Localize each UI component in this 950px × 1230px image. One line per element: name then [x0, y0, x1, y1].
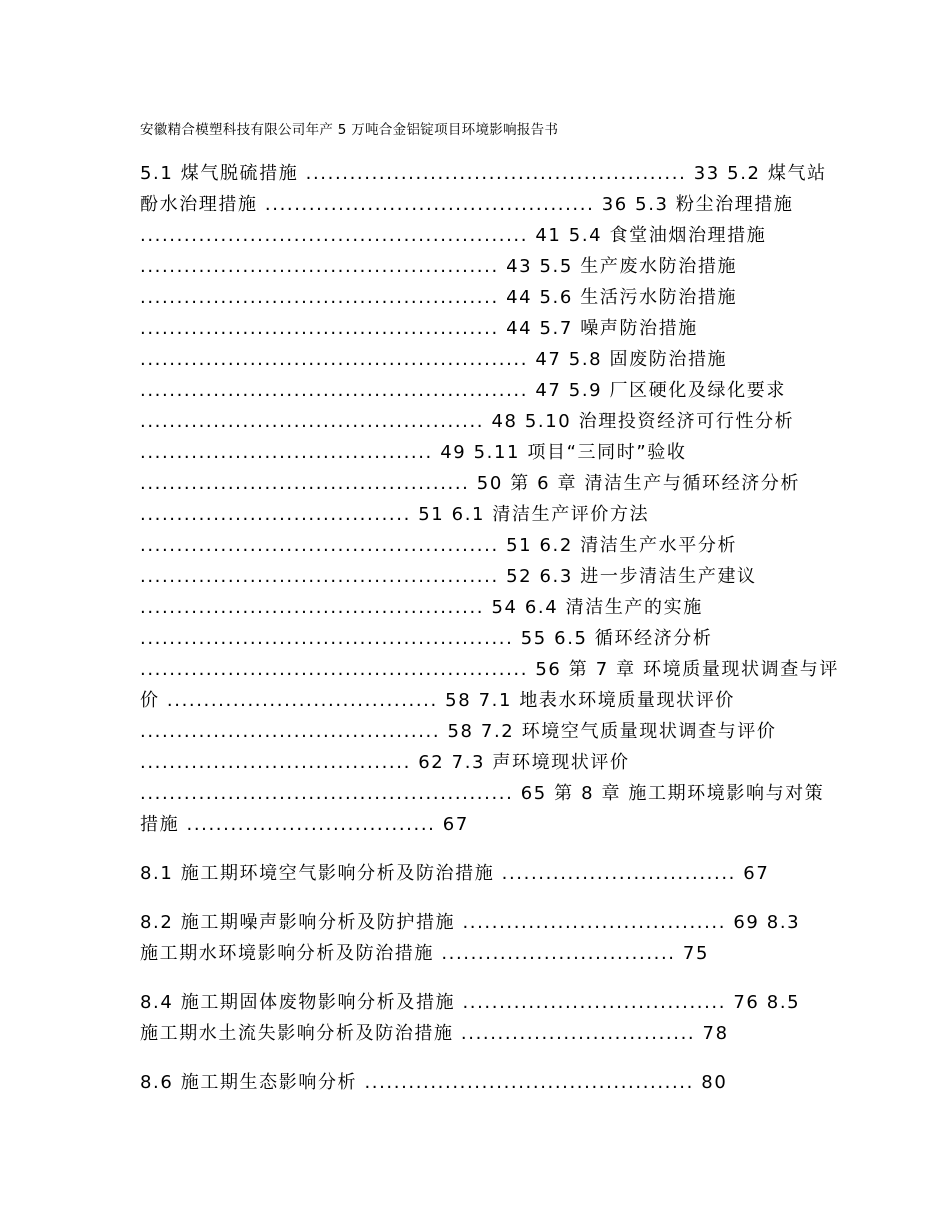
toc-line: ..................................................... 47 5.8 固废防治措施: [140, 349, 728, 370]
toc-line: ................................................. 44 5.6 生活污水防治措施: [140, 287, 738, 308]
toc-line: ..................................................... 41 5.4 食堂油烟治理措施: [140, 225, 767, 246]
toc-line: ..................................... 51 6.1 清洁生产评价方法: [140, 504, 650, 525]
toc-line: ..................................................... 47 5.9 厂区硬化及绿化要求: [140, 380, 786, 401]
toc-line: 8.4 施工期固体废物影响分析及措施 .................................... 76 8.5: [140, 992, 801, 1013]
toc-line: ................................................. 43 5.5 生产废水防治措施: [140, 256, 738, 277]
toc-line: ..................................................... 56 第 7 章 环境质量现状调查与评: [140, 659, 840, 680]
toc-line: ................................................. 51 6.2 清洁生产水平分析: [140, 535, 738, 556]
toc-line: 施工期水环境影响分析及防治措施 ................................ 75: [140, 943, 710, 964]
toc-line: 施工期水土流失影响分析及防治措施 ................................ 78: [140, 1023, 729, 1044]
toc-line: ................................................. 44 5.7 噪声防治措施: [140, 318, 698, 339]
toc-line: 8.6 施工期生态影响分析 ............................................. 80: [140, 1072, 728, 1093]
document-header: 安徽精合模塑科技有限公司年产 5 万吨合金铝锭项目环境影响报告书: [140, 122, 559, 138]
toc-line: ............................................... 48 5.10 治理投资经济可行性分析: [140, 411, 795, 432]
toc-line: ................................................. 52 6.3 进一步清洁生产建议: [140, 566, 757, 587]
toc-line: ......................................... 58 7.2 环境空气质量现状调查与评价: [140, 721, 777, 742]
toc-line: ........................................ 49 5.11 项目“三同时”验收: [140, 442, 687, 463]
toc-line: 5.1 煤气脱硫措施 .................................................... 33 5.2 煤气站: [140, 163, 827, 184]
toc-line: 8.1 施工期环境空气影响分析及防治措施 ................................ 67: [140, 863, 770, 884]
toc-line: 措施 .................................. 67: [140, 814, 469, 835]
toc-line: 8.2 施工期噪声影响分析及防护措施 .................................... 69 8.3: [140, 912, 801, 933]
toc-line: ............................................. 50 第 6 章 清洁生产与循环经济分析: [140, 473, 801, 494]
toc-line: ................................................... 65 第 8 章 施工期环境影响与对策: [140, 783, 825, 804]
toc-line: ................................................... 55 6.5 循环经济分析: [140, 628, 713, 649]
toc-line: ............................................... 54 6.4 清洁生产的实施: [140, 597, 703, 618]
toc-line: ..................................... 62 7.3 声环境现状评价: [140, 752, 630, 773]
toc-line: 酚水治理措施 ............................................. 36 5.3 粉尘治理措施: [140, 194, 794, 215]
toc-line: 价 ..................................... 58 7.1 地表水环境质量现状评价: [140, 690, 735, 711]
